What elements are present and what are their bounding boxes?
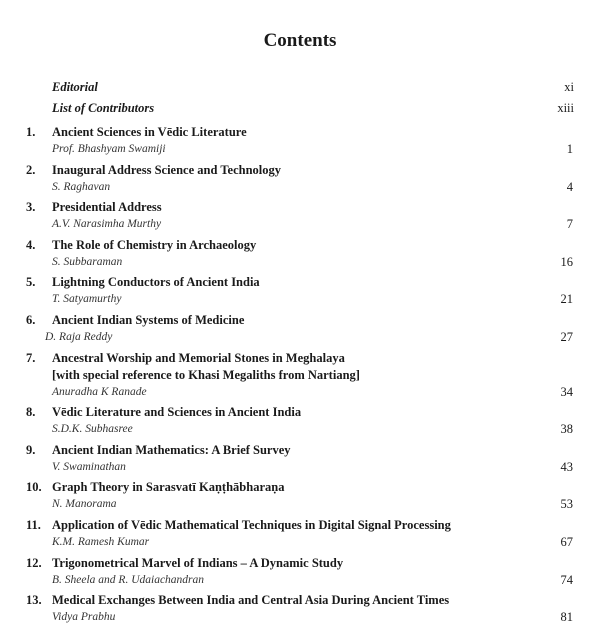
page-title: Contents [263, 30, 337, 51]
entry-author: T. Satyamurthy [52, 293, 122, 306]
entry-title: Medical Exchanges Between India and Central Asia During Ancient Times [52, 593, 450, 608]
page-number: 81 [560, 610, 573, 625]
entry-number: 1. [26, 125, 36, 139]
entry-author: A.V. Narasimha Murthy [52, 218, 162, 231]
page-number: 34 [560, 384, 573, 399]
entry-number: 5. [26, 275, 36, 290]
entry-number: 4. [26, 237, 36, 252]
entry-number: 7. [26, 350, 36, 365]
entry-number: 9. [26, 442, 36, 457]
entry-title: Ancestral Worship and Memorial Stones in Meghalaya [52, 350, 345, 365]
entry-author: Prof. Bhashyam Swamiji [52, 143, 166, 155]
toc-entry[interactable] [0, 555, 600, 589]
page-number: 67 [560, 534, 573, 549]
toc-entry[interactable] [0, 350, 600, 401]
entry-author: Vidya Prabhu [52, 611, 116, 624]
entry-title: The Role of Chemistry in Archaeology [52, 237, 257, 252]
entry-number: 2. [26, 162, 36, 177]
page-number: xi [564, 80, 574, 94]
entry-author: K.M. Ramesh Kumar [52, 535, 150, 548]
toc-entry[interactable] [0, 517, 600, 551]
toc-entry[interactable] [0, 199, 600, 233]
toc-entry[interactable] [0, 442, 600, 476]
entry-title: Ancient Indian Systems of Medicine [52, 312, 245, 327]
entry-title: Graph Theory in Sarasvatī Kaṇṭhābharaṇa [52, 480, 285, 495]
toc-entry[interactable] [0, 404, 600, 438]
page-number: 4 [566, 179, 573, 194]
entry-author: B. Sheela and R. Udaiachandran [52, 573, 205, 586]
entry-title: Application of Vēdic Mathematical Techniques in Digital Signal Processing [52, 517, 451, 532]
entry-number: 10. [26, 480, 42, 495]
entry-author: V. Swaminathan [52, 460, 126, 473]
entry-number: 6. [26, 312, 36, 327]
toc-entry[interactable] [0, 162, 600, 196]
toc-entry[interactable] [0, 237, 600, 271]
entry-title: Ancient Sciences in Vēdic Literature [52, 125, 247, 139]
entry-number: 13. [26, 593, 42, 608]
toc-entry[interactable] [0, 124, 600, 158]
entry-title: Presidential Address [52, 200, 162, 215]
entry-author: S. Subbaraman [52, 255, 123, 268]
entry-author: S.D.K. Subhasree [52, 423, 133, 436]
page-number: 7 [566, 217, 573, 232]
toc-entry[interactable] [0, 592, 600, 626]
entry-title: Inaugural Address Science and Technology [52, 162, 281, 177]
front-matter-editorial[interactable] [52, 80, 574, 95]
page-number: 16 [560, 254, 573, 269]
entry-title: Vēdic Literature and Sciences in Ancient India [52, 405, 302, 420]
page-number: xiii [557, 101, 574, 115]
toc-entry[interactable] [0, 479, 600, 513]
contents-list [0, 124, 600, 630]
page-number: 43 [560, 459, 573, 474]
front-matter-label: Editorial [52, 80, 98, 94]
toc-entry[interactable] [0, 312, 600, 346]
entry-author: S. Raghavan [52, 180, 111, 193]
entry-title: [with special reference to Khasi Megaliths from Nartiang] [52, 367, 360, 382]
entry-author: Anuradha K Ranade [52, 385, 147, 398]
entry-number: 8. [26, 405, 36, 420]
entry-title: Lightning Conductors of Ancient India [52, 275, 260, 290]
page-number: 27 [560, 329, 573, 344]
entry-title: Trigonometrical Marvel of Indians – A Dynamic Study [52, 555, 344, 570]
page-number: 53 [560, 497, 573, 512]
entry-number: 12. [26, 555, 42, 570]
page-number: 1 [566, 142, 573, 156]
entry-author: D. Raja Reddy [45, 330, 113, 343]
entry-number: 3. [26, 200, 36, 215]
page-number: 38 [560, 422, 573, 437]
toc-entry[interactable] [0, 274, 600, 308]
entry-number: 11. [26, 517, 41, 532]
front-matter-contributors[interactable] [52, 101, 574, 116]
entry-author: N. Manorama [52, 498, 117, 511]
page-number: 21 [560, 292, 573, 307]
page-number: 74 [560, 572, 573, 587]
entry-title: Ancient Indian Mathematics: A Brief Survey [52, 442, 291, 457]
front-matter-label: List of Contributors [52, 101, 155, 115]
